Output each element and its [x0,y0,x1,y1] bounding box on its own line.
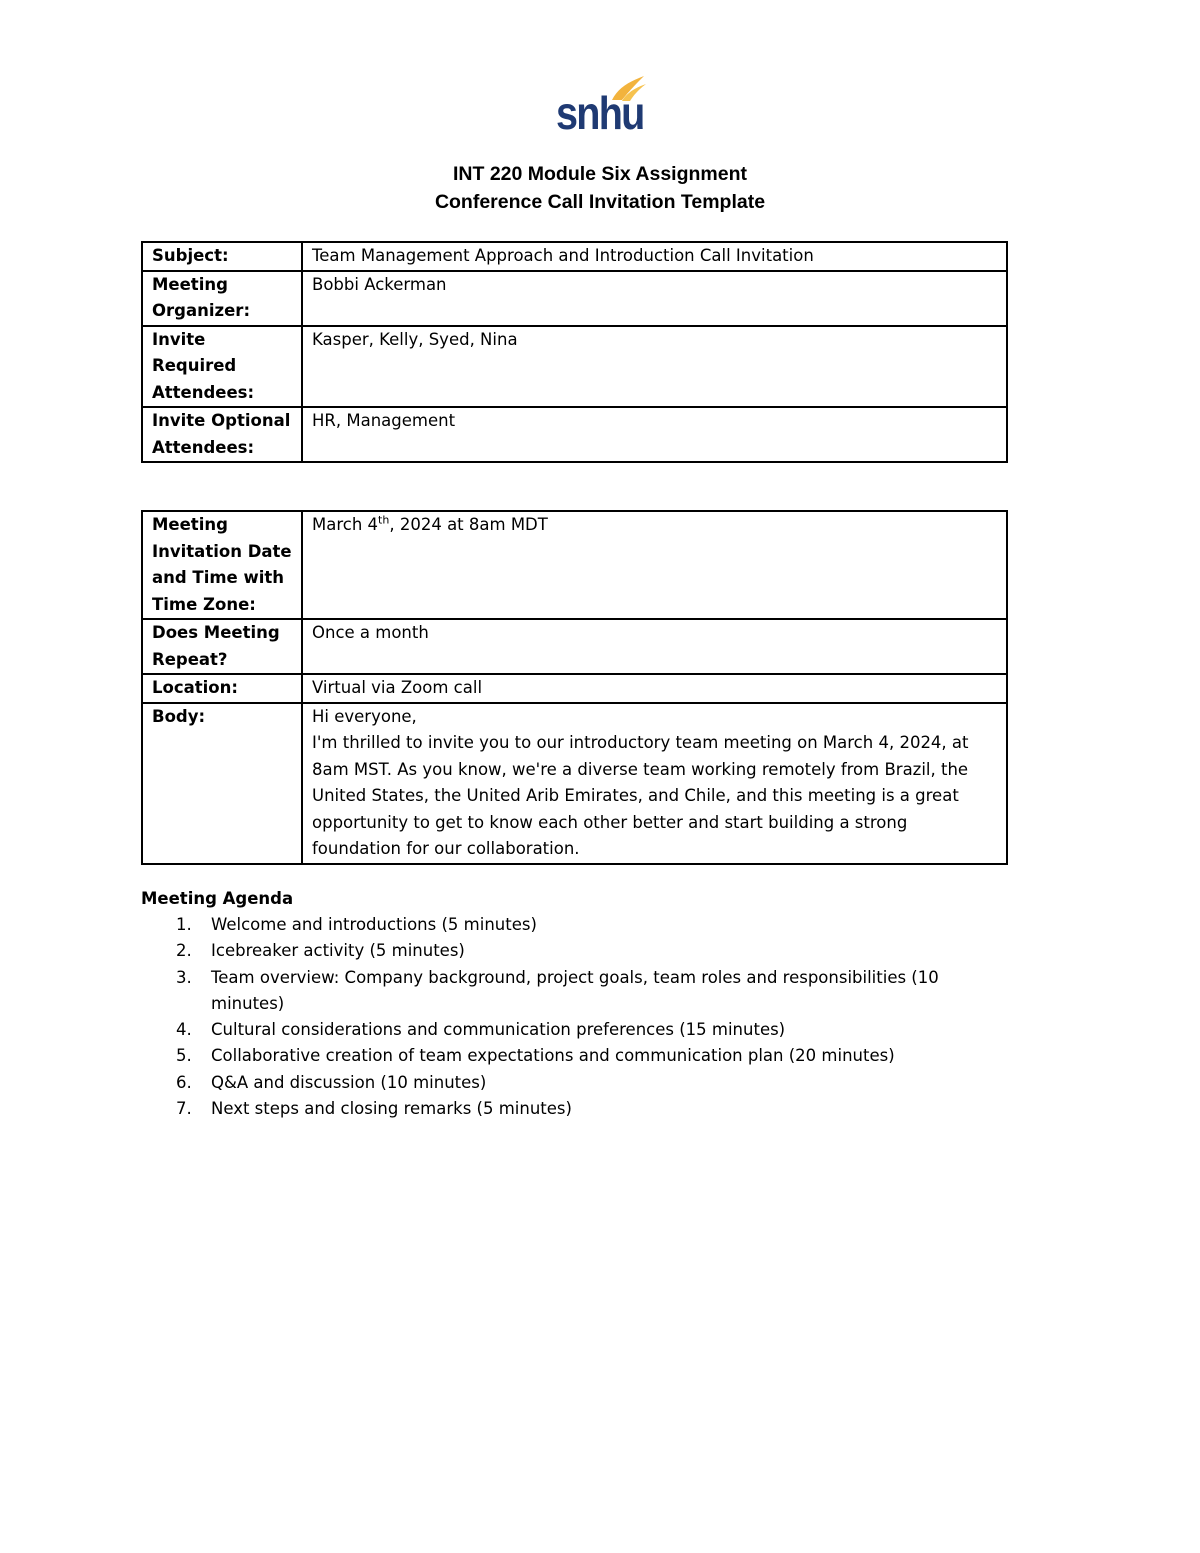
logo-wordmark: snhu [556,87,644,139]
item-number: 7. [176,1099,192,1119]
snhu-logo [550,72,650,139]
table-row [142,619,1007,674]
date-ordinal: th [378,513,390,527]
body-text: I'm thrilled to invite you to our introductory team meeting on March 4, 2024, at 8am MST. As you know, we're a diverse team working remotely from Brazil, the United States, the United Arib Emirates, and Chile, and this meeting is a great opportunity to get to know each other better and start building a strong foundation for our collaboration. [312,733,969,858]
date-rest: , 2024 at 8am MDT [389,515,548,534]
table-row [142,271,1007,326]
required-attendees-value: Kasper, Kelly, Syed, Nina [302,326,1007,408]
date-label: Meeting Invitation Date and Time with Time Zone: [142,511,302,619]
organizer-label: Meeting Organizer: [142,271,302,326]
item-text: Q&A and discussion (10 minutes) [211,1072,487,1092]
list-item [141,1096,1001,1122]
repeat-value: Once a month [302,619,1007,674]
subject-label: Subject: [142,242,302,271]
date-main: March 4 [312,515,379,534]
document-titles [0,160,1200,216]
item-number: 3. [176,967,192,987]
organizer-value: Bobbi Ackerman [302,271,1007,326]
agenda-title: Meeting Agenda [141,889,294,908]
list-item [141,965,1001,1018]
agenda-list [141,912,1001,1122]
table-row [142,242,1007,271]
table-row [142,703,1007,864]
body-value [302,703,1007,864]
item-number: 6. [176,1072,192,1092]
item-number: 2. [176,941,192,961]
item-text: Icebreaker activity (5 minutes) [211,941,465,961]
item-text: Welcome and introductions (5 minutes) [211,915,537,934]
location-value: Virtual via Zoom call [302,674,1007,703]
list-item [141,1043,1001,1069]
item-number: 4. [176,1020,192,1040]
subject-value: Team Management Approach and Introduction Call Invitation [302,242,1007,271]
item-text: Next steps and closing remarks (5 minutes) [211,1099,572,1119]
table-row [142,674,1007,703]
list-item [141,1070,1001,1096]
optional-attendees-label: Invite Optional Attendees: [142,407,302,462]
optional-attendees-value: HR, Management [302,407,1007,462]
item-text: Team overview: Company background, project goals, team roles and responsibilities (10 minutes) [211,967,939,1013]
repeat-label: Does Meeting Repeat? [142,619,302,674]
item-number: 1. [176,915,192,934]
list-item [141,1017,1001,1043]
item-text: Collaborative creation of team expectations and communication plan (20 minutes) [211,1046,895,1066]
table-row [142,511,1007,619]
body-greeting: Hi everyone, [312,706,417,726]
invitation-details-table [141,241,1008,463]
table-row [142,407,1007,462]
date-value [302,511,1007,619]
item-number: 5. [176,1046,192,1066]
list-item [141,938,1001,964]
document-subtitle: Conference Call Invitation Template [434,191,766,213]
required-attendees-label: Invite Required Attendees: [142,326,302,408]
table-row [142,326,1007,408]
location-label: Location: [142,674,302,703]
list-item [141,912,1001,938]
document-title: INT 220 Module Six Assignment [452,163,747,185]
item-text: Cultural considerations and communication preferences (15 minutes) [211,1020,786,1040]
meeting-details-table [141,510,1008,865]
body-label: Body: [142,703,302,864]
